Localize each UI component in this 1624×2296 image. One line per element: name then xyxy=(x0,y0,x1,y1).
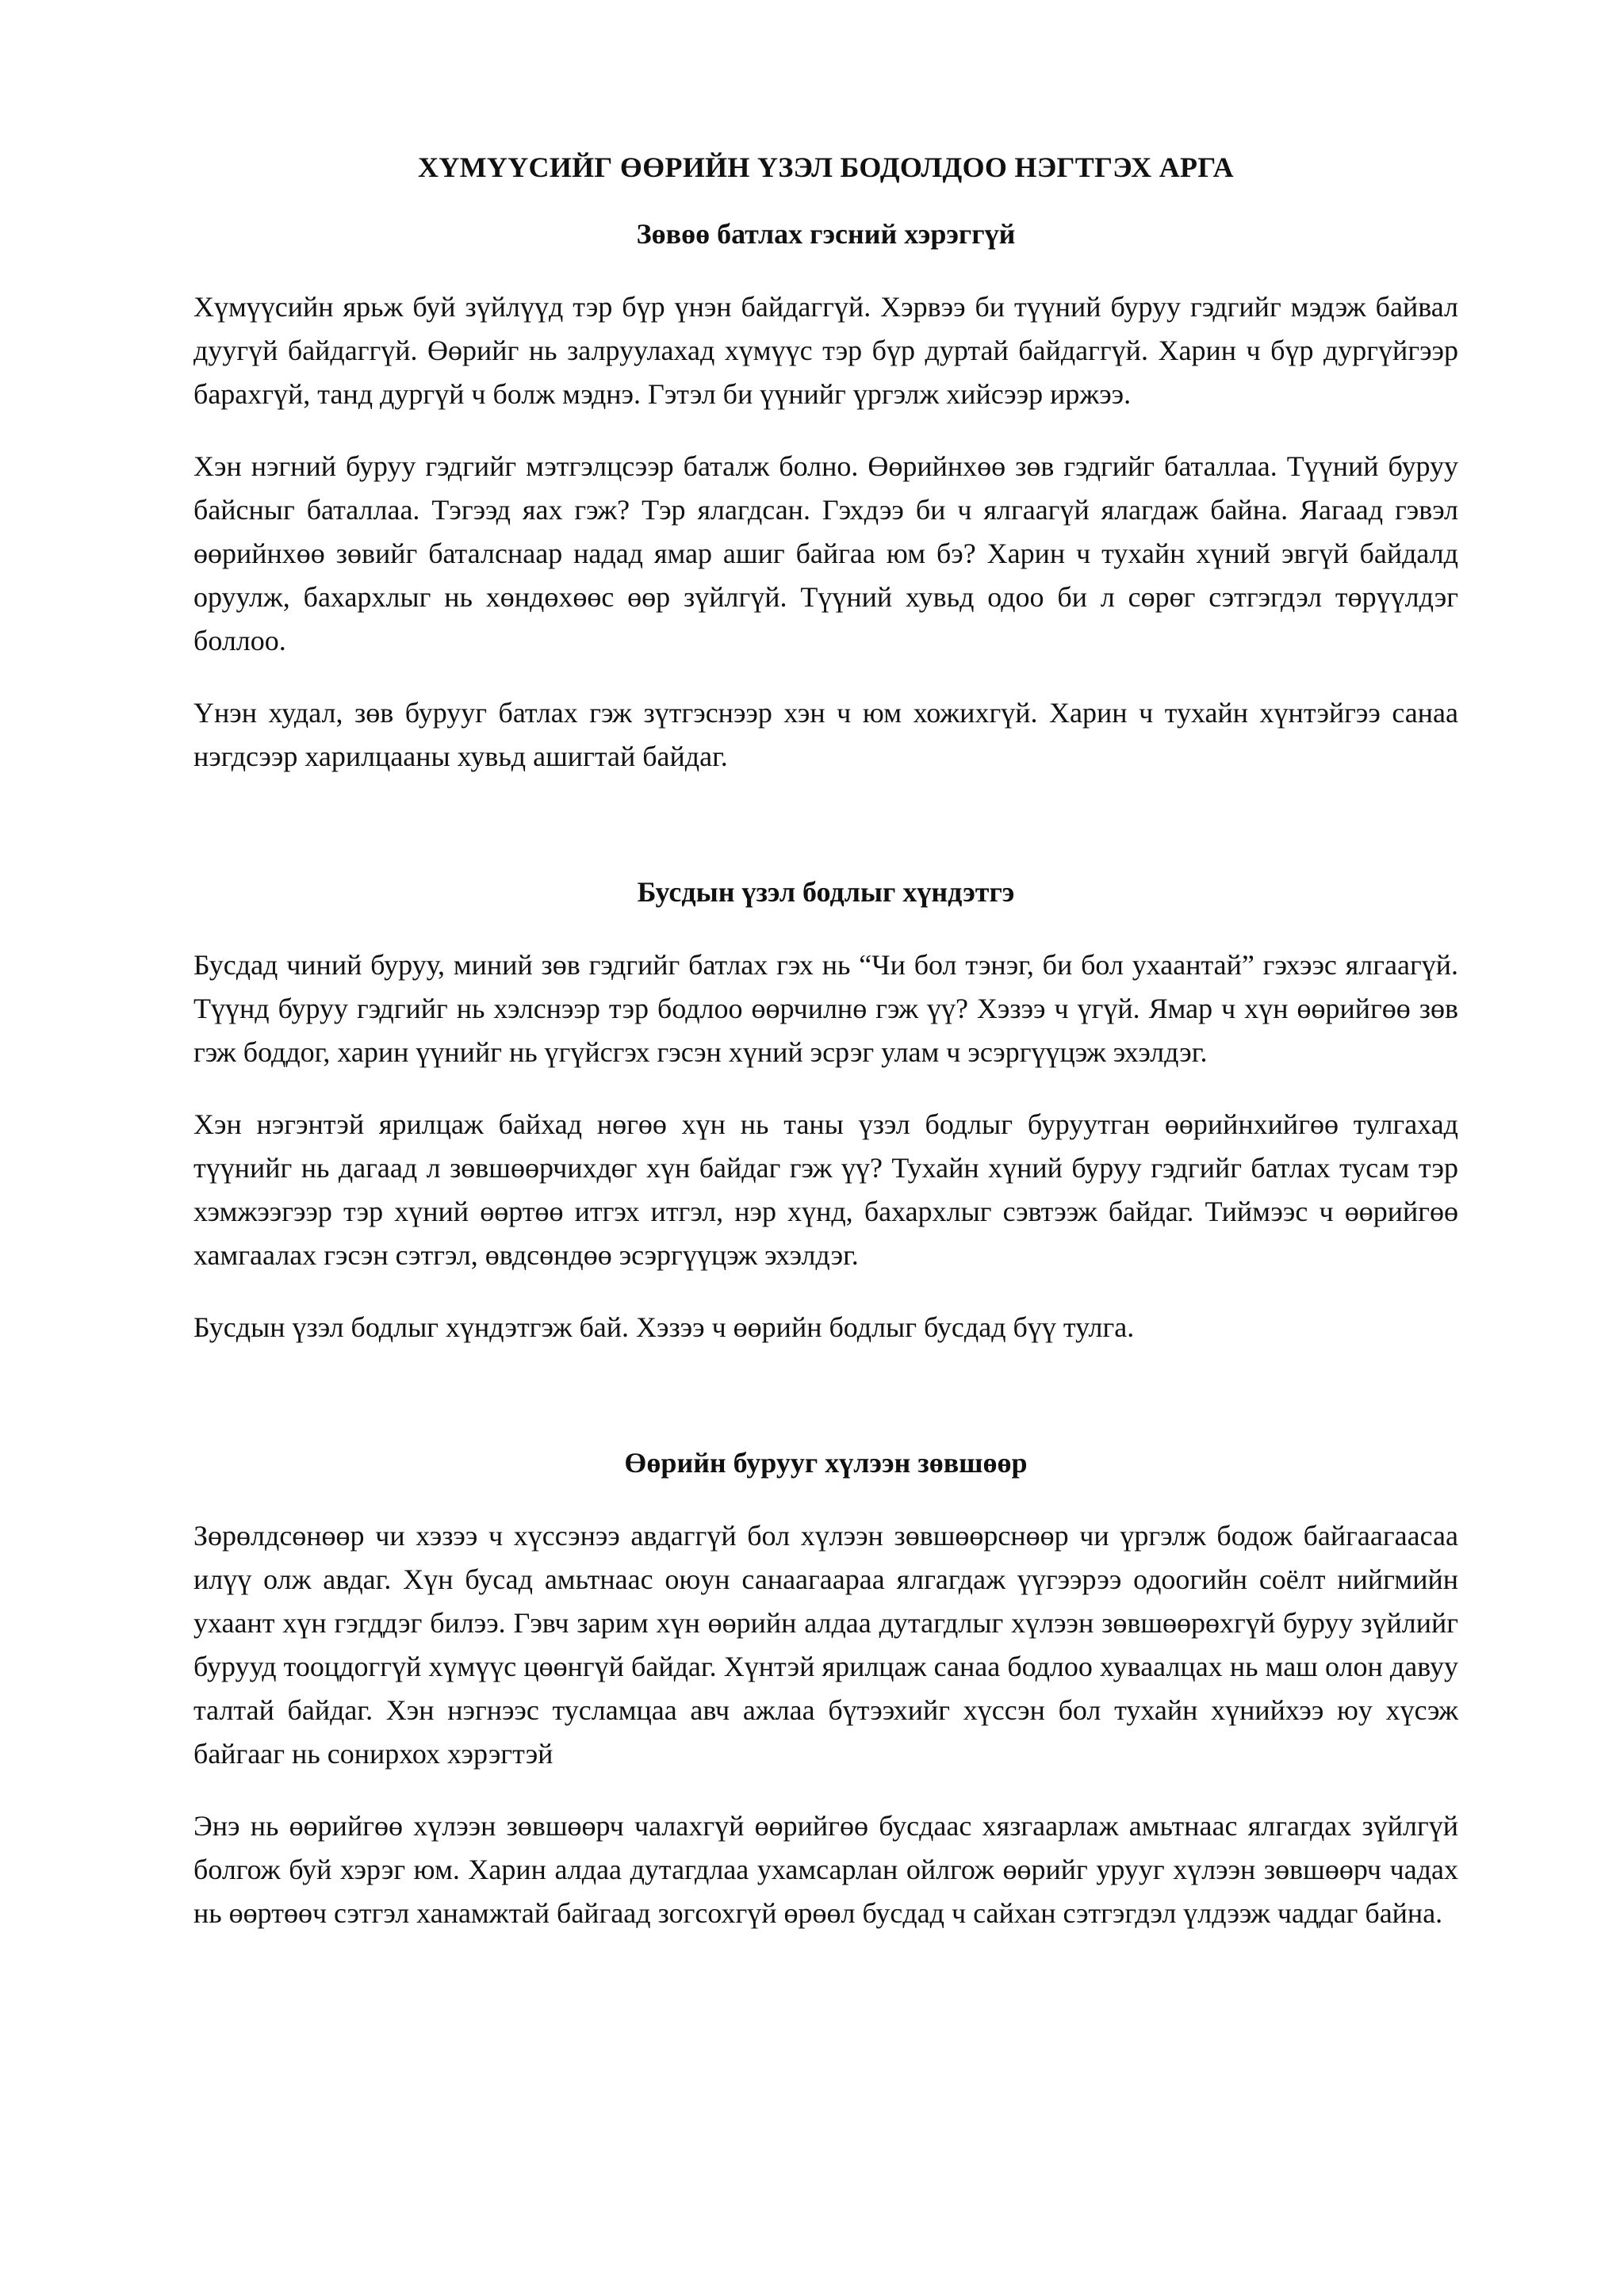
section-prove-right xyxy=(193,214,1458,779)
section-heading: Бусдын үзэл бодлыг хүндэтгэ xyxy=(637,876,1015,908)
paragraph: Хэн нэгний буруу гэдгийг мэтгэлцсээр баталж болно. Өөрийнхөө зөв гэдгийг баталлаа. Түүний буруу байсныг баталлаа. Тэгээд яах гэж? Тэр ялагдсан. Гэхдээ би ч ялгаагүй ялагдаж байна. Яагаад гэвэл өөрийнхөө зөвийг баталснаар надад ямар ашиг байгаа юм бэ? Харин ч тухайн хүний эвгүй байдалд оруулж, бахархлыг нь хөндөхөөс өөр зүйлгүй. Түүний хувьд одоо би л сөрөг сэтгэгдэл төрүүлдэг боллоо. xyxy=(193,450,1458,656)
paragraph: Үнэн худал, зөв бурууг батлах гэж зүтгэснээр хэн ч юм хожихгүй. Харин ч тухайн хүнтэйгээ санаа нэгдсээр харилцааны хувьд ашигтай байдаг. xyxy=(193,697,1458,772)
section-spacer xyxy=(193,1378,1458,1443)
section-spacer xyxy=(193,807,1458,872)
document-title: ХҮМҮҮСИЙГ ӨӨРИЙН ҮЗЭЛ БОДОЛДОО НЭГТГЭХ АРГА xyxy=(418,151,1234,183)
paragraph: Бусдад чиний буруу, миний зөв гэдгийг батлах гэх нь “Чи бол тэнэг, би бол ухаантай” гэхээс ялгаагүй. Түүнд буруу гэдгийг нь хэлснээр тэр бодлоо өөрчилнө гэж үү? Хэзээ ч үгүй. Ямар ч хүн өөрийгөө зөв гэж боддог, харин үүнийг нь үгүйсгэх гэсэн хүний эсрэг улам ч эсэргүүцэж эхэлдэг. xyxy=(193,949,1458,1068)
paragraph: Хэн нэгэнтэй ярилцаж байхад нөгөө хүн нь таны үзэл бодлыг буруутган өөрийнхийгөө тулгахад түүнийг нь дагаад л зөвшөөрчихдөг хүн байдаг гэж үү? Тухайн хүний буруу гэдгийг батлах тусам тэр хэмжээгээр тэр хүний өөртөө итгэх итгэл, нэр хүнд, бахархлыг сэвтээж байдаг. Тиймээс ч өөрийгөө хамгаалах гэсэн сэтгэл, өвдсөндөө эсэргүүцэж эхэлдэг. xyxy=(193,1108,1458,1271)
section-respect-opinions xyxy=(193,872,1458,1349)
section-heading: Зөвөө батлах гэсний хэрэггүй xyxy=(636,218,1016,250)
section-heading: Өөрийн бурууг хүлээн зөвшөөр xyxy=(624,1447,1028,1479)
paragraph: Энэ нь өөрийгөө хүлээн зөвшөөрч чалахгүй өөрийгөө бусдаас хязгаарлаж амьтнаас ялгагдах зүйлгүй болгож буй хэрэг юм. Харин алдаа дутагдлаа ухамсарлан ойлгож өөрийг урууг хүлээн зөвшөөрч чадах нь өөртөөч сэтгэл ханамжтай байгаад зогсохгүй өрөөл бусдад ч сайхан сэтгэгдэл үлдээж чаддаг байна. xyxy=(193,1810,1458,1929)
paragraph: Зөрөлдсөнөөр чи хэзээ ч хүссэнээ авдаггүй бол хүлээн зөвшөөрснөөр чи үргэлж бодож байгаагаасаа илүү олж авдаг. Хүн бусад амьтнаас оюун санаагаараа ялгагдаж үүгээрээ одоогийн соёлт нийгмийн ухаант хүн гэгддэг билээ. Гэвч зарим хүн өөрийн алдаа дутагдлыг хүлээн зөвшөөрөхгүй буруу зүйлийг бурууд тооцдоггүй хүмүүс цөөнгүй байдаг. Хүнтэй ярилцаж санаа бодлоо хуваалцах нь маш олон давуу талтай байдаг. Хэн нэгнээс тусламцаа авч ажлаа бүтээхийг хүссэн бол тухайн хүнийхээ юу хүсэж байгааг нь сонирхох хэрэгтэй xyxy=(193,1520,1458,1770)
paragraph: Хүмүүсийн ярьж буй зүйлүүд тэр бүр үнэн байдаггүй. Хэрвээ би түүний буруу гэдгийг мэдэж байвал дуугүй байдаггүй. Өөрийг нь залруулахад хүмүүс тэр бүр дуртай байдаггүй. Харин ч бүр дургүйгээр барахгүй, танд дургүй ч болж мэднэ. Гэтэл би үүнийг үргэлж хийсээр иржээ. xyxy=(193,291,1458,410)
paragraph: Бусдын үзэл бодлыг хүндэтгэж бай. Хэзээ ч өөрийн бодлыг бусдад бүү тулга. xyxy=(193,1311,1135,1343)
document-body xyxy=(193,147,1458,1964)
section-admit-mistakes xyxy=(193,1443,1458,1935)
